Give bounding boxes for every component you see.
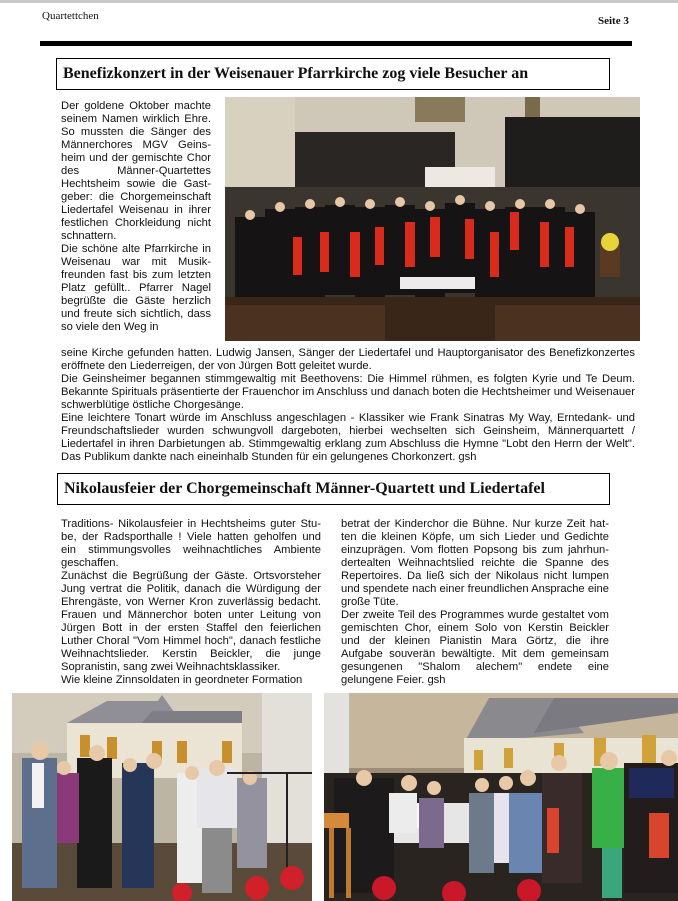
top-border	[0, 0, 678, 3]
paragraph: Wie kleine Zinnsoldaten in geordneter Formation	[61, 674, 303, 686]
paragraph: Zunächst die Begrüßung der Gäste. Ortsvorsteher Jung vertrat die Politik, danach die Würdigung der Ehrengäste, von Werner Kron zuverlässig bedacht. Frauen und Männerchor boten unter Leitung von Jürgen Bott in der ersten Staffel den feierlichen Luther Choral "Vom Himmel hoch", danach festliche Weihnachtslieder. Kerstin Beickler, die junge Sopranistin, sang zwei Weihnachtsklassiker.	[61, 570, 321, 673]
article2-headline-text: Nikolausfeier der Chorgemeinschaft Männer-Quartett und Liedertafel	[64, 480, 545, 497]
choir-in-church-image	[225, 97, 640, 341]
mixed-choir-photo	[324, 693, 678, 901]
paragraph: Die schöne alte Pfarrkirche in Weisenau war mit Musikfreunden fast bis zum letzten Platz gefüllt.. Pfarrer Nagel begrüßte die Gäste herzlich und freute sich sichtlich, dass so viele den Weg in	[61, 243, 211, 333]
paragraph: betrat der Kinderchor die Bühne. Nur kurze Zeit hatten die kleinen Köpfe, um sich Lieder und Gedichte einzuprägen. Vom flotten Popsong bis zum jahrhundertealten Weihnachtslied reichte die Spanne des Repertoires. Da ließ sich der Nikolaus nicht lumpen und spendete nach einer freundlichen Ansprache eine große Tüte.	[341, 518, 609, 608]
paragraph: Traditions- Nikolausfeier in Hechtsheims guter Stube, der Radsporthalle ! Viele hatten geholfen und ein stimmungsvolles weihnachtliches Ambiente geschaffen.	[61, 518, 321, 569]
children-and-choir-image	[324, 693, 678, 901]
article1-column-text	[61, 100, 211, 334]
children-singing-image	[12, 693, 312, 901]
article1-full-width-text	[61, 347, 635, 464]
article1-headline-text: Benefizkonzert in der Weisenauer Pfarrkirche zog viele Besucher an	[63, 65, 529, 82]
concert-photo	[225, 97, 640, 341]
article2-column-1	[61, 518, 321, 687]
paragraph: Die Geinsheimer begannen stimmgewaltig mit Beethovens: Die Himmel rühmen, es folgten Kyrie und Te Deum. Bekannte Spirituals präsentierte der Frauenchor im Anschluss und danach boten die Hechtsheimer und Weisenauer schwerblütige östliche Chorgesänge.	[61, 373, 635, 411]
article2-headline	[57, 473, 610, 505]
page-number: Seite 3	[598, 15, 629, 27]
kids-choir-photo	[12, 693, 312, 901]
paragraph: Der goldene Oktober machte seinem Namen wirklich Ehre. So mussten die Sänger des Männerchores MGV Geinsheim und der gemischte Chor des Männer-Quartettes Hechtsheim sowie die Gastgeber: die Chorgemeinschaft Liedertafel Weisenau in ihrer festlichen Chorkleidung nicht schnattern.	[61, 100, 211, 242]
header-rule	[40, 41, 632, 46]
article1-headline	[56, 58, 610, 90]
paragraph: seine Kirche gefunden hatten. Ludwig Jansen, Sänger der Liedertafel und Hauptorganisator des Benefizkonzertes eröffnete den Liederreigen, der von Jürgen Bott geleitet wurde.	[61, 347, 635, 372]
paragraph: Der zweite Teil des Programmes wurde gestaltet vom gemischten Chor, einem Solo von Kerstin Beickler und der kleinen Pianistin Mara Görtz, die ihre Aufgabe souverän bewältigte. Mit dem gemeinsam gesungenen "Shalom alechem" endete eine gelungene Feier. gsh	[341, 609, 609, 686]
article2-column-2	[341, 518, 609, 687]
publication-name: Quartettchen	[42, 10, 99, 22]
paragraph: Eine leichtere Tonart würde im Anschluss angeschlagen - Klassiker wie Frank Sinatras My Way, Erntedank- und Freundschaftslieder wurden schwungvoll dargeboten, hierbei wechselten sich Geinsheim, Männerquartett / Liedertafel in ihren Darbietungen ab. Stimmgewaltig erklang zum Abschluss die Hymne "Lobt den Herrn der Welt". Das Publikum dankte nach eineinhalb Stunden für ein gelungenes Chorkonzert. gsh	[61, 412, 635, 463]
